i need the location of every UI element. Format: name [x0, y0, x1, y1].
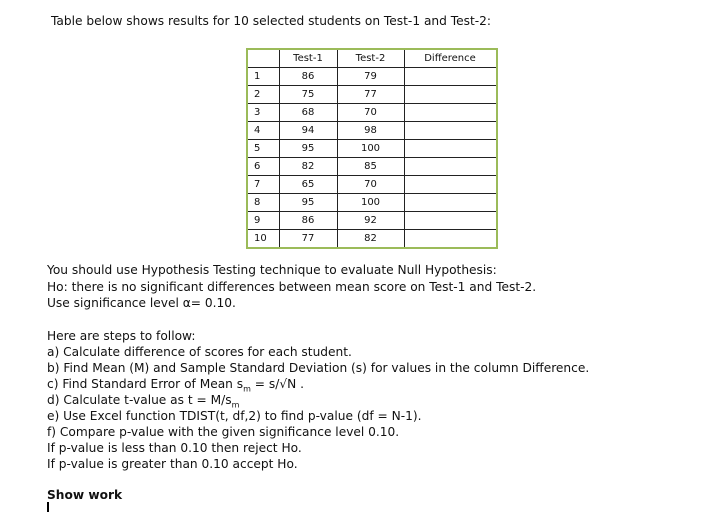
table-cell: 8	[247, 194, 279, 212]
step-d-sub: m	[231, 400, 240, 410]
table-row	[247, 68, 497, 86]
scores-table	[246, 48, 498, 249]
table-row	[247, 194, 497, 212]
table-cell: 75	[279, 86, 337, 104]
text-cursor[interactable]	[47, 502, 49, 512]
difference-cell[interactable]	[404, 194, 497, 212]
step-a: a) Calculate difference of scores for each student.	[47, 345, 352, 359]
difference-cell[interactable]	[404, 176, 497, 194]
table-row	[247, 104, 497, 122]
table-row	[247, 176, 497, 194]
difference-cell[interactable]	[404, 158, 497, 176]
table-cell: 79	[337, 68, 404, 86]
table-cell: 68	[279, 104, 337, 122]
table-cell: 82	[337, 230, 404, 249]
table-cell: 6	[247, 158, 279, 176]
difference-cell[interactable]	[404, 230, 497, 249]
table-cell: 1	[247, 68, 279, 86]
table-cell: 86	[279, 212, 337, 230]
table-cell: 82	[279, 158, 337, 176]
table-cell: 95	[279, 194, 337, 212]
table-header-cell	[247, 49, 279, 68]
table-header-row	[247, 49, 497, 68]
step-c-formula: = s/√N .	[250, 377, 304, 391]
difference-cell[interactable]	[404, 212, 497, 230]
step-b: b) Find Mean (M) and Sample Standard Deviation (s) for values in the column Difference.	[47, 361, 590, 375]
intro-title: Table below shows results for 10 selected students on Test-1 and Test-2:	[51, 14, 492, 28]
intro-line-1: You should use Hypothesis Testing technique to evaluate Null Hypothesis:	[47, 263, 497, 277]
step-e: e) Use Excel function TDIST(t, df,2) to find p-value (df = N-1).	[47, 409, 422, 423]
table-cell: 100	[337, 194, 404, 212]
table-cell: 2	[247, 86, 279, 104]
table-row	[247, 140, 497, 158]
step-c	[47, 377, 304, 393]
intro-line-3: Use significance level α= 0.10.	[47, 296, 236, 310]
table-cell: 10	[247, 230, 279, 249]
table-cell: 65	[279, 176, 337, 194]
step-reject: If p-value is less than 0.10 then reject Ho.	[47, 441, 302, 455]
table-cell: 98	[337, 122, 404, 140]
table-cell: 85	[337, 158, 404, 176]
table-cell: 70	[337, 176, 404, 194]
difference-cell[interactable]	[404, 122, 497, 140]
table-cell: 95	[279, 140, 337, 158]
table-row	[247, 122, 497, 140]
table-cell: 77	[279, 230, 337, 249]
table-cell: 9	[247, 212, 279, 230]
steps-heading: Here are steps to follow:	[47, 329, 196, 343]
table-cell: 77	[337, 86, 404, 104]
step-c-text: c) Find Standard Error of Mean s	[47, 377, 244, 391]
step-f: f) Compare p-value with the given significance level 0.10.	[47, 425, 400, 439]
table-cell: 94	[279, 122, 337, 140]
table-row	[247, 212, 497, 230]
show-work-label: Show work	[47, 488, 123, 502]
step-accept: If p-value is greater than 0.10 accept Ho.	[47, 457, 298, 471]
step-d-text: d) Calculate t-value as t = M/s	[47, 393, 232, 407]
difference-cell[interactable]	[404, 68, 497, 86]
table-cell: 3	[247, 104, 279, 122]
difference-cell[interactable]	[404, 104, 497, 122]
table-cell: 70	[337, 104, 404, 122]
table-row	[247, 86, 497, 104]
step-c-sub: m	[243, 384, 251, 394]
step-d	[47, 393, 239, 409]
table-header-cell: Test-1	[279, 49, 337, 68]
table-cell: 4	[247, 122, 279, 140]
difference-cell[interactable]	[404, 86, 497, 104]
table-cell: 92	[337, 212, 404, 230]
table-header-cell: Test-2	[337, 49, 404, 68]
table-cell: 5	[247, 140, 279, 158]
table-row	[247, 230, 497, 249]
table-row	[247, 158, 497, 176]
intro-line-2: Ho: there is no significant differences between mean score on Test-1 and Test-2.	[47, 280, 537, 294]
difference-cell[interactable]	[404, 140, 497, 158]
table-cell: 7	[247, 176, 279, 194]
table-cell: 100	[337, 140, 404, 158]
table-header-cell: Difference	[404, 49, 497, 68]
table-cell: 86	[279, 68, 337, 86]
